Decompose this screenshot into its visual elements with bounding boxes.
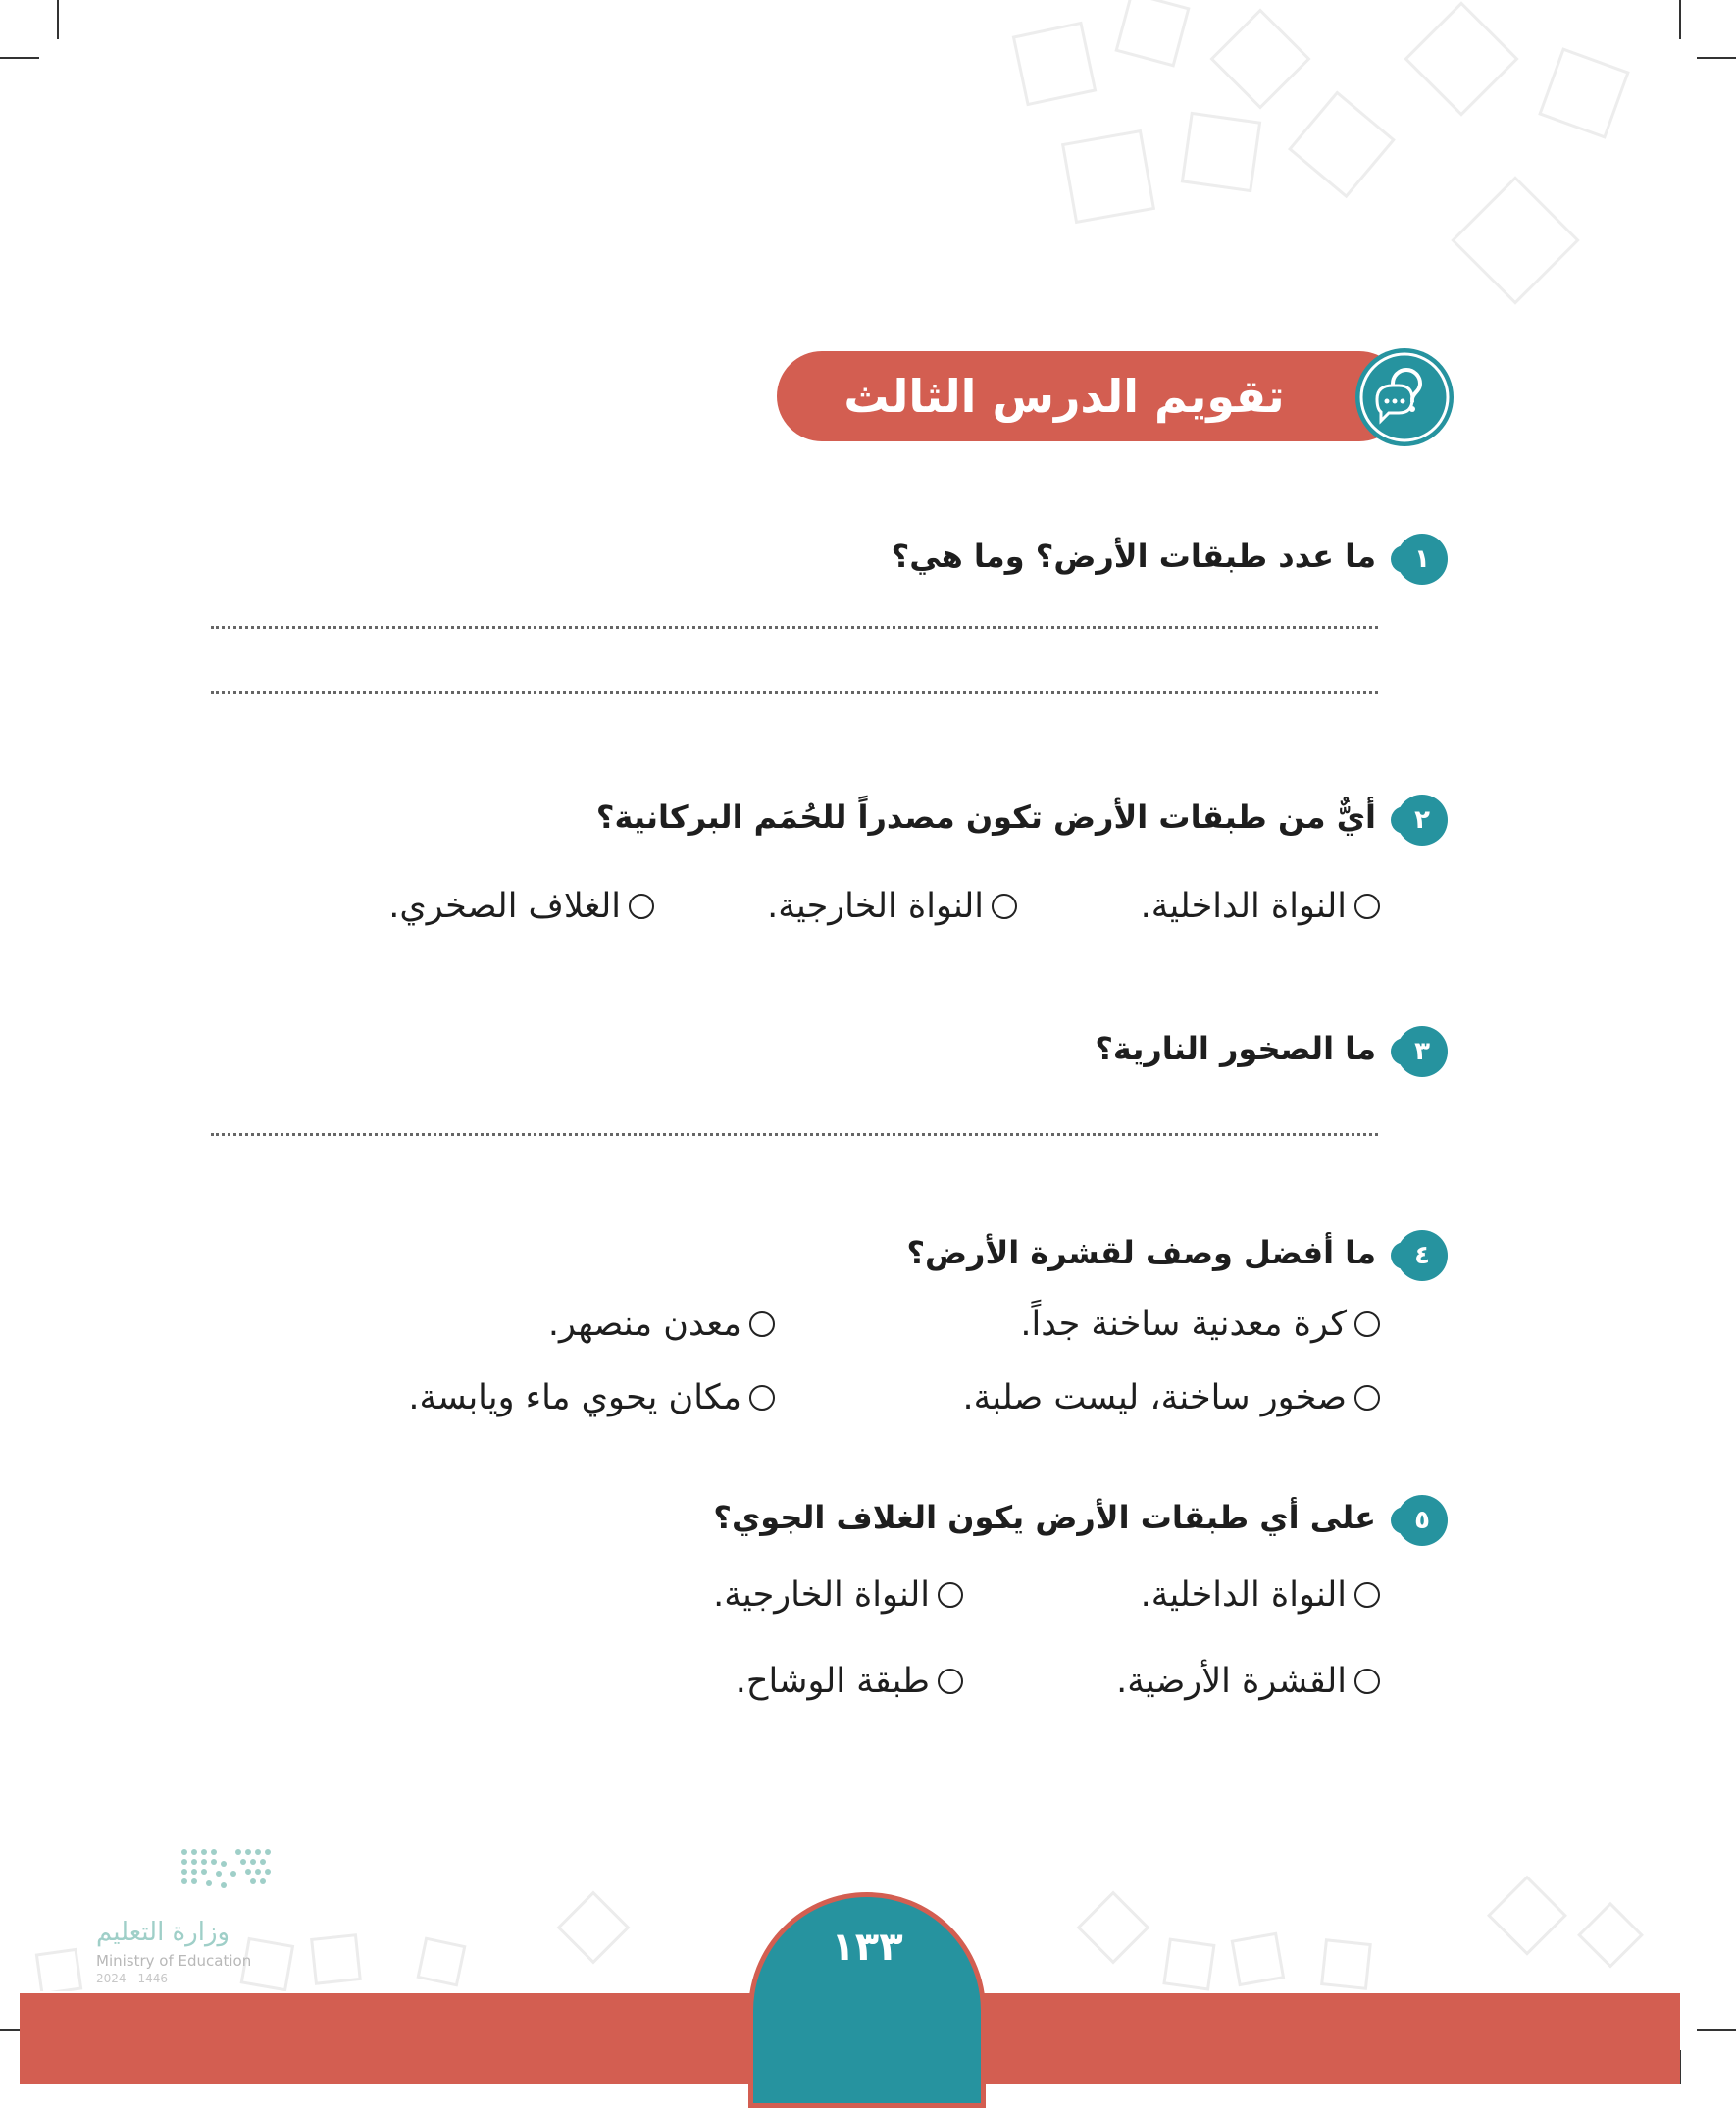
question-number: ٣	[1397, 1026, 1448, 1077]
answer-option[interactable]	[1020, 1305, 1380, 1344]
crop-mark	[0, 57, 39, 59]
answer-option[interactable]	[1141, 887, 1380, 926]
option-label: النواة الداخلية.	[1140, 887, 1347, 926]
option-label: مكان يحوي ماء ويابسة.	[408, 1378, 741, 1417]
crop-mark	[57, 0, 59, 39]
answer-option[interactable]	[963, 1378, 1381, 1417]
radio-circle-icon[interactable]	[629, 894, 654, 919]
decorative-pattern	[961, 0, 1707, 314]
radio-circle-icon[interactable]	[1354, 1311, 1380, 1337]
option-label: طبقة الوشاح.	[735, 1662, 930, 1701]
question-number: ١	[1397, 534, 1448, 585]
radio-circle-icon[interactable]	[749, 1385, 775, 1411]
answer-option[interactable]	[767, 887, 1017, 926]
page-number: ١٣٣	[831, 1925, 903, 1970]
answer-option[interactable]	[736, 1662, 963, 1701]
question-text: على أي طبقات الأرض يكون الغلاف الجوي؟	[713, 1499, 1376, 1536]
answer-option[interactable]	[1141, 1575, 1380, 1615]
option-label: القشرة الأرضية.	[1116, 1662, 1347, 1701]
question-number: ٥	[1397, 1495, 1448, 1546]
page-title: تقويم الدرس الثالث عشر	[843, 370, 1285, 513]
answer-option[interactable]	[1116, 1662, 1380, 1701]
answer-option[interactable]	[713, 1575, 963, 1615]
option-label: الغلاف الصخري.	[388, 887, 621, 926]
ministry-year: 2024 - 1446	[96, 1972, 169, 1985]
radio-circle-icon[interactable]	[1354, 1669, 1380, 1694]
answer-option[interactable]	[388, 887, 654, 926]
option-label: كرة معدنية ساخنة جداً.	[1020, 1305, 1347, 1344]
answer-line[interactable]	[211, 691, 1378, 694]
question-chat-icon	[1355, 348, 1454, 446]
option-label: النواة الخارجية.	[713, 1575, 930, 1615]
radio-circle-icon[interactable]	[992, 894, 1017, 919]
answer-option[interactable]	[548, 1305, 775, 1344]
answer-line[interactable]	[211, 626, 1378, 629]
question-text: ما الصخور النارية؟	[1095, 1030, 1376, 1067]
radio-circle-icon[interactable]	[1354, 1385, 1380, 1411]
question-text: ما أفضل وصف لقشرة الأرض؟	[906, 1234, 1376, 1271]
radio-circle-icon[interactable]	[1354, 1582, 1380, 1608]
option-label: صخور ساخنة، ليست صلبة.	[962, 1378, 1347, 1417]
radio-circle-icon[interactable]	[1354, 894, 1380, 919]
ministry-name-arabic: وزارة التعليم	[96, 1918, 230, 1947]
question-number: ٤	[1397, 1230, 1448, 1281]
question-number: ٢	[1397, 795, 1448, 846]
option-label: النواة الخارجية.	[767, 887, 984, 926]
question-text: ما عدد طبقات الأرض؟ وما هي؟	[891, 538, 1376, 575]
radio-circle-icon[interactable]	[938, 1669, 963, 1694]
ministry-name-english: Ministry of Education	[96, 1952, 252, 1970]
crop-mark	[1697, 2029, 1736, 2031]
answer-line[interactable]	[211, 1133, 1378, 1136]
answer-option[interactable]	[408, 1378, 775, 1417]
question-text: أيٌّ من طبقات الأرض تكون مصدراً للحُمَم البركانية؟	[595, 798, 1376, 836]
radio-circle-icon[interactable]	[749, 1311, 775, 1337]
option-label: معدن منصهر.	[547, 1305, 741, 1344]
radio-circle-icon[interactable]	[938, 1582, 963, 1608]
option-label: النواة الداخلية.	[1140, 1575, 1347, 1615]
